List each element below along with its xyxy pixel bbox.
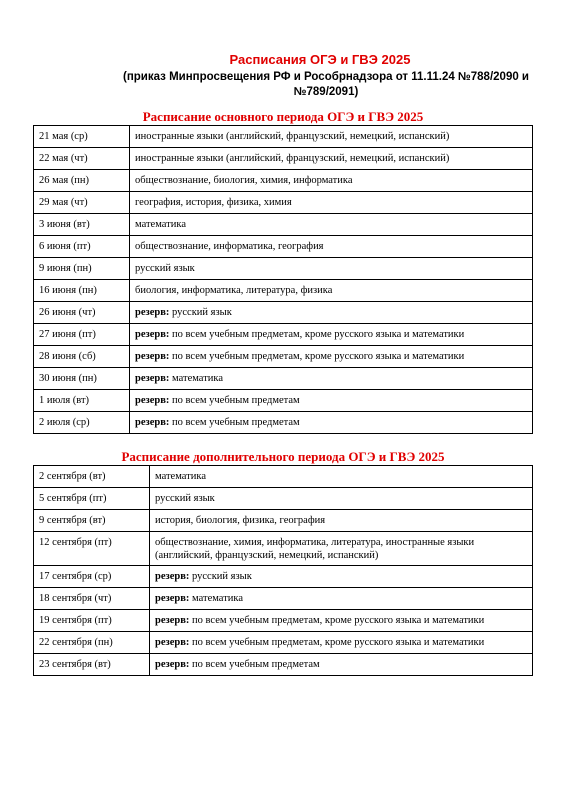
exam-date: 5 сентября (пт) — [34, 488, 150, 510]
table-row — [34, 566, 533, 588]
exam-subjects-cell — [130, 302, 533, 324]
exam-date: 26 июня (чт) — [34, 302, 130, 324]
exam-subjects-cell — [150, 588, 533, 610]
table-row — [34, 532, 533, 566]
exam-date: 9 июня (пн) — [34, 258, 130, 280]
table-row — [34, 588, 533, 610]
reserve-label: резерв: — [135, 417, 170, 428]
additional-period-table — [33, 465, 533, 676]
exam-subjects: по всем учебным предметам — [169, 395, 300, 406]
table-row — [34, 236, 533, 258]
exam-subjects: по всем учебным предметам, кроме русского языка и математики — [169, 351, 465, 362]
exam-date: 23 сентября (вт) — [34, 654, 150, 676]
exam-date: 12 сентября (пт) — [34, 532, 150, 566]
exam-subjects-cell — [130, 412, 533, 434]
exam-subjects: биология, информатика, литература, физика — [135, 285, 333, 296]
exam-date: 19 сентября (пт) — [34, 610, 150, 632]
reserve-label: резерв: — [155, 637, 190, 648]
exam-subjects-cell — [150, 610, 533, 632]
document-title: Расписания ОГЭ и ГВЭ 2025 — [229, 52, 411, 67]
main-period-table-body — [34, 126, 533, 434]
exam-date: 6 июня (пт) — [34, 236, 130, 258]
exam-subjects-cell — [130, 214, 533, 236]
exam-date: 29 мая (чт) — [34, 192, 130, 214]
table-row — [34, 368, 533, 390]
exam-date: 9 сентября (вт) — [34, 510, 150, 532]
exam-date: 22 сентября (пн) — [34, 632, 150, 654]
exam-date: 28 июня (сб) — [34, 346, 130, 368]
table-row — [34, 214, 533, 236]
exam-date: 18 сентября (чт) — [34, 588, 150, 610]
exam-subjects-cell — [130, 390, 533, 412]
exam-subjects: иностранные языки (английский, французский, немецкий, испанский) — [135, 131, 450, 142]
exam-date: 30 июня (пн) — [34, 368, 130, 390]
exam-subjects-cell — [150, 488, 533, 510]
exam-subjects: по всем учебным предметам, кроме русского языка и математики — [189, 637, 485, 648]
exam-subjects-cell — [130, 236, 533, 258]
exam-subjects: по всем учебным предметам — [169, 417, 300, 428]
exam-subjects: русский язык — [155, 493, 215, 504]
table-row — [34, 488, 533, 510]
main-period-table — [33, 125, 533, 434]
exam-date: 21 мая (ср) — [34, 126, 130, 148]
exam-subjects: география, история, физика, химия — [135, 197, 292, 208]
exam-subjects: математика — [135, 219, 186, 230]
table-row — [34, 148, 533, 170]
exam-subjects-cell — [150, 632, 533, 654]
exam-date: 2 сентября (вт) — [34, 466, 150, 488]
exam-subjects-cell — [130, 324, 533, 346]
exam-subjects: русский язык — [135, 263, 195, 274]
exam-subjects-cell — [130, 170, 533, 192]
table-row — [34, 610, 533, 632]
table-row — [34, 510, 533, 532]
additional-period-heading: Расписание дополнительного периода ОГЭ и ГВЭ 2025 — [121, 449, 445, 464]
exam-subjects: по всем учебным предметам, кроме русского языка и математики — [189, 615, 485, 626]
table-row — [34, 258, 533, 280]
exam-subjects-cell — [150, 466, 533, 488]
document-subtitle: (приказ Минпросвещения РФ и Рособрнадзора от 11.11.24 №788/2090 и №789/2091) — [123, 71, 529, 98]
table-row — [34, 126, 533, 148]
table-row — [34, 280, 533, 302]
exam-subjects-cell — [130, 126, 533, 148]
exam-date: 2 июля (ср) — [34, 412, 130, 434]
exam-subjects: математика — [155, 471, 206, 482]
reserve-label: резерв: — [155, 593, 190, 604]
reserve-label: резерв: — [135, 351, 170, 362]
exam-subjects: русский язык — [169, 307, 232, 318]
exam-date: 27 июня (пт) — [34, 324, 130, 346]
exam-subjects: обществознание, информатика, география — [135, 241, 324, 252]
exam-subjects-cell — [150, 532, 533, 566]
table-row — [34, 192, 533, 214]
exam-subjects: русский язык — [189, 571, 252, 582]
reserve-label: резерв: — [135, 307, 170, 318]
reserve-label: резерв: — [155, 659, 190, 670]
exam-date: 3 июня (вт) — [34, 214, 130, 236]
reserve-label: резерв: — [135, 329, 170, 340]
exam-date: 26 мая (пн) — [34, 170, 130, 192]
reserve-label: резерв: — [135, 395, 170, 406]
table-row — [34, 170, 533, 192]
main-period-heading: Расписание основного периода ОГЭ и ГВЭ 2025 — [142, 109, 424, 124]
table-row — [34, 302, 533, 324]
exam-subjects-cell — [130, 280, 533, 302]
exam-subjects-cell — [130, 258, 533, 280]
exam-subjects: математика — [169, 373, 223, 384]
exam-subjects: по всем учебным предметам, кроме русского языка и математики — [169, 329, 465, 340]
table-row — [34, 390, 533, 412]
reserve-label: резерв: — [155, 615, 190, 626]
reserve-label: резерв: — [155, 571, 190, 582]
exam-date: 16 июня (пн) — [34, 280, 130, 302]
additional-period-table-body — [34, 466, 533, 676]
exam-subjects-cell — [150, 566, 533, 588]
table-row — [34, 466, 533, 488]
table-row — [34, 654, 533, 676]
exam-subjects-cell — [130, 346, 533, 368]
exam-subjects-cell — [130, 192, 533, 214]
exam-subjects: обществознание, биология, химия, информатика — [135, 175, 353, 186]
table-row — [34, 412, 533, 434]
exam-subjects-cell — [130, 148, 533, 170]
exam-date: 1 июля (вт) — [34, 390, 130, 412]
exam-subjects: математика — [189, 593, 243, 604]
exam-date: 22 мая (чт) — [34, 148, 130, 170]
table-row — [34, 346, 533, 368]
exam-subjects: история, биология, физика, география — [155, 515, 326, 526]
exam-subjects: иностранные языки (английский, французский, немецкий, испанский) — [135, 153, 450, 164]
exam-subjects: обществознание, химия, информатика, литература, иностранные языки (английский, французский, немецкий, испанский) — [155, 537, 475, 561]
table-row — [34, 324, 533, 346]
exam-subjects-cell — [130, 368, 533, 390]
reserve-label: резерв: — [135, 373, 170, 384]
exam-date: 17 сентября (ср) — [34, 566, 150, 588]
table-row — [34, 632, 533, 654]
exam-subjects: по всем учебным предметам — [189, 659, 320, 670]
exam-subjects-cell — [150, 654, 533, 676]
exam-subjects-cell — [150, 510, 533, 532]
